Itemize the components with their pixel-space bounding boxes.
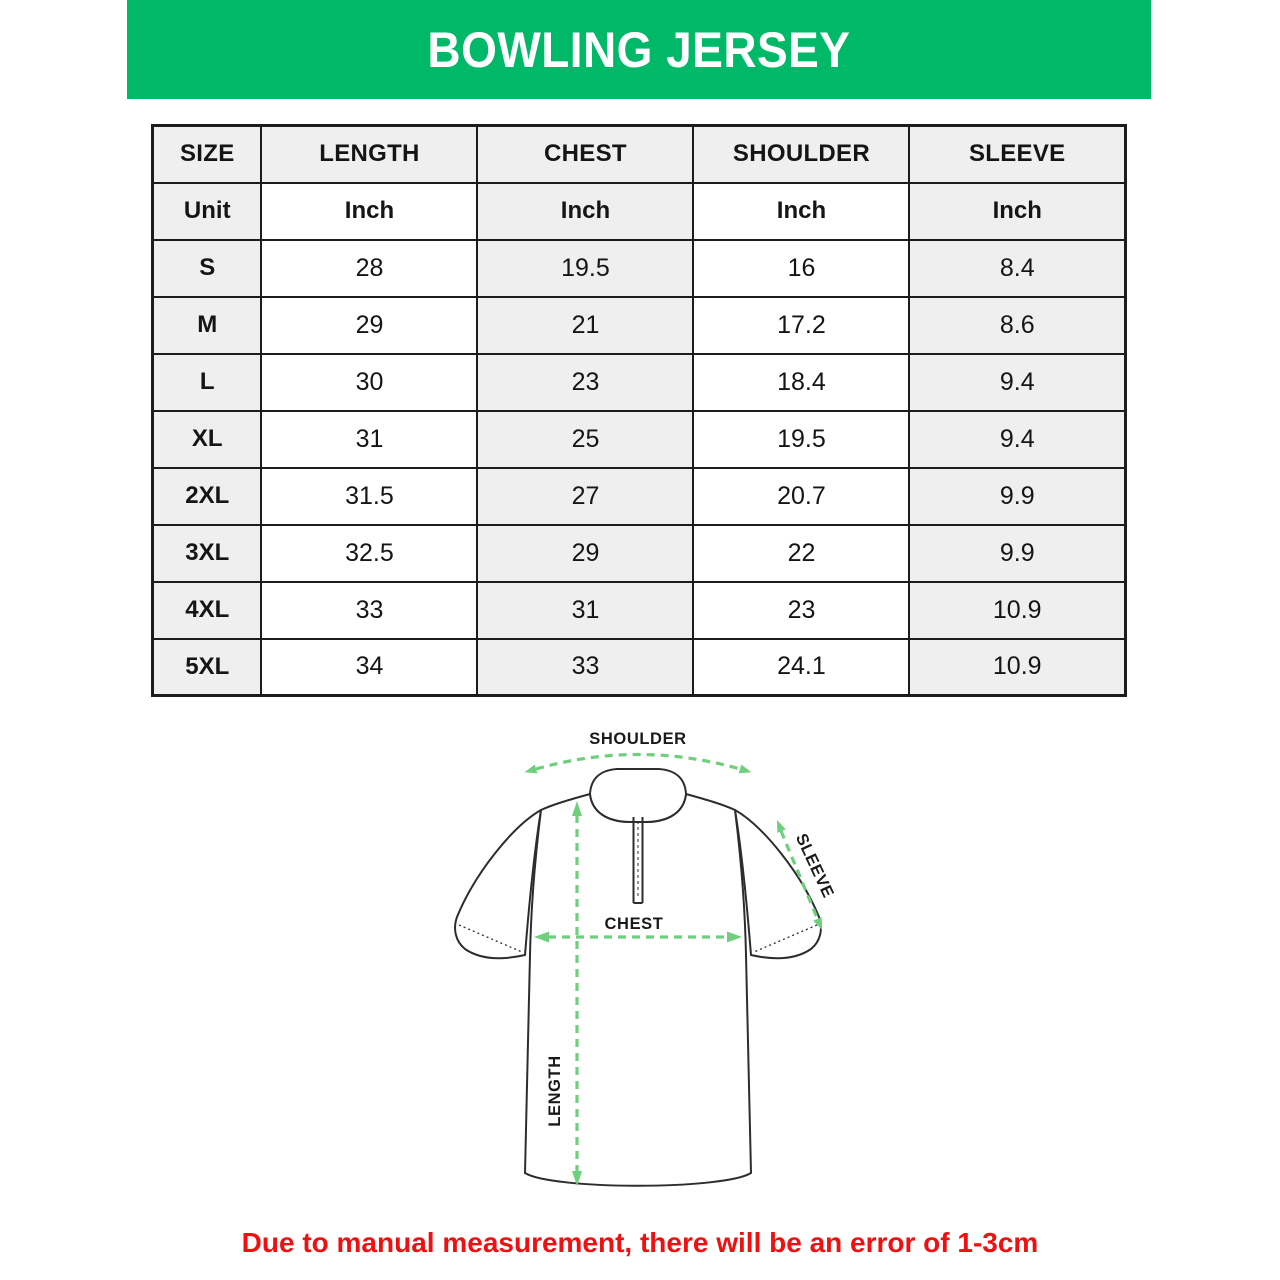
jersey-collar [590,769,686,822]
size-chart-table [151,124,1127,697]
size-row [153,639,1126,696]
sleeve-cell: 10.9 [909,639,1125,696]
col-header-sleeve: SLEEVE [909,126,1125,183]
sleeve-cell: 9.4 [909,354,1125,411]
chest-cell: 33 [477,639,693,696]
size-row [153,411,1126,468]
chest-cell: 27 [477,468,693,525]
length-cell: Inch [261,183,477,240]
shoulder-cell: Inch [693,183,909,240]
page-title: BOWLING JERSEY [427,21,851,78]
col-header-shoulder: SHOULDER [693,126,909,183]
sleeve-cell: 9.9 [909,525,1125,582]
chest-cell: 31 [477,582,693,639]
jersey-left-sleeve [455,810,541,958]
size-row [153,297,1126,354]
shoulder-cell: 17.2 [693,297,909,354]
size-row [153,183,1126,240]
sleeve-cell: 9.9 [909,468,1125,525]
size-cell: 3XL [153,525,262,582]
shoulder-cell: 20.7 [693,468,909,525]
shoulder-cell: 16 [693,240,909,297]
size-chart-body [153,183,1126,696]
sleeve-label: SLEEVE [791,830,838,901]
size-cell: 5XL [153,639,262,696]
jersey-outline [455,769,821,1186]
chest-cell: Inch [477,183,693,240]
col-header-chest: CHEST [477,126,693,183]
shoulder-cell: 22 [693,525,909,582]
length-label: LENGTH [546,1055,564,1127]
chest-cell: 19.5 [477,240,693,297]
sleeve-cell: 10.9 [909,582,1125,639]
size-cell: 4XL [153,582,262,639]
jersey-diagram-svg [433,713,873,1215]
chest-cell: 25 [477,411,693,468]
shoulder-cell: 19.5 [693,411,909,468]
shoulder-arrow [536,755,740,770]
chest-cell: 21 [477,297,693,354]
size-cell: Unit [153,183,262,240]
length-cell: 31.5 [261,468,477,525]
header-row [153,126,1126,183]
chest-label: CHEST [604,915,664,933]
chest-cell: 29 [477,525,693,582]
sleeve-cell: 8.6 [909,297,1125,354]
size-row [153,468,1126,525]
length-cell: 30 [261,354,477,411]
shoulder-cell: 23 [693,582,909,639]
shoulder-cell: 24.1 [693,639,909,696]
length-cell: 29 [261,297,477,354]
shoulder-cell: 18.4 [693,354,909,411]
jersey-measurement-diagram [433,713,873,1215]
size-row [153,354,1126,411]
col-header-length: LENGTH [261,126,477,183]
title-banner [127,0,1151,99]
size-cell: S [153,240,262,297]
size-cell: XL [153,411,262,468]
size-cell: M [153,297,262,354]
length-cell: 32.5 [261,525,477,582]
measurement-note: Due to manual measurement, there will be an error of 1-3cm [241,1227,1039,1258]
sleeve-cell: 8.4 [909,240,1125,297]
size-row [153,582,1126,639]
length-cell: 28 [261,240,477,297]
sleeve-cell: 9.4 [909,411,1125,468]
shoulder-label: SHOULDER [589,730,687,748]
col-header-size: SIZE [153,126,262,183]
length-cell: 33 [261,582,477,639]
size-cell: L [153,354,262,411]
length-cell: 31 [261,411,477,468]
length-cell: 34 [261,639,477,696]
chest-cell: 23 [477,354,693,411]
sleeve-cell: Inch [909,183,1125,240]
size-cell: 2XL [153,468,262,525]
size-row [153,240,1126,297]
size-row [153,525,1126,582]
